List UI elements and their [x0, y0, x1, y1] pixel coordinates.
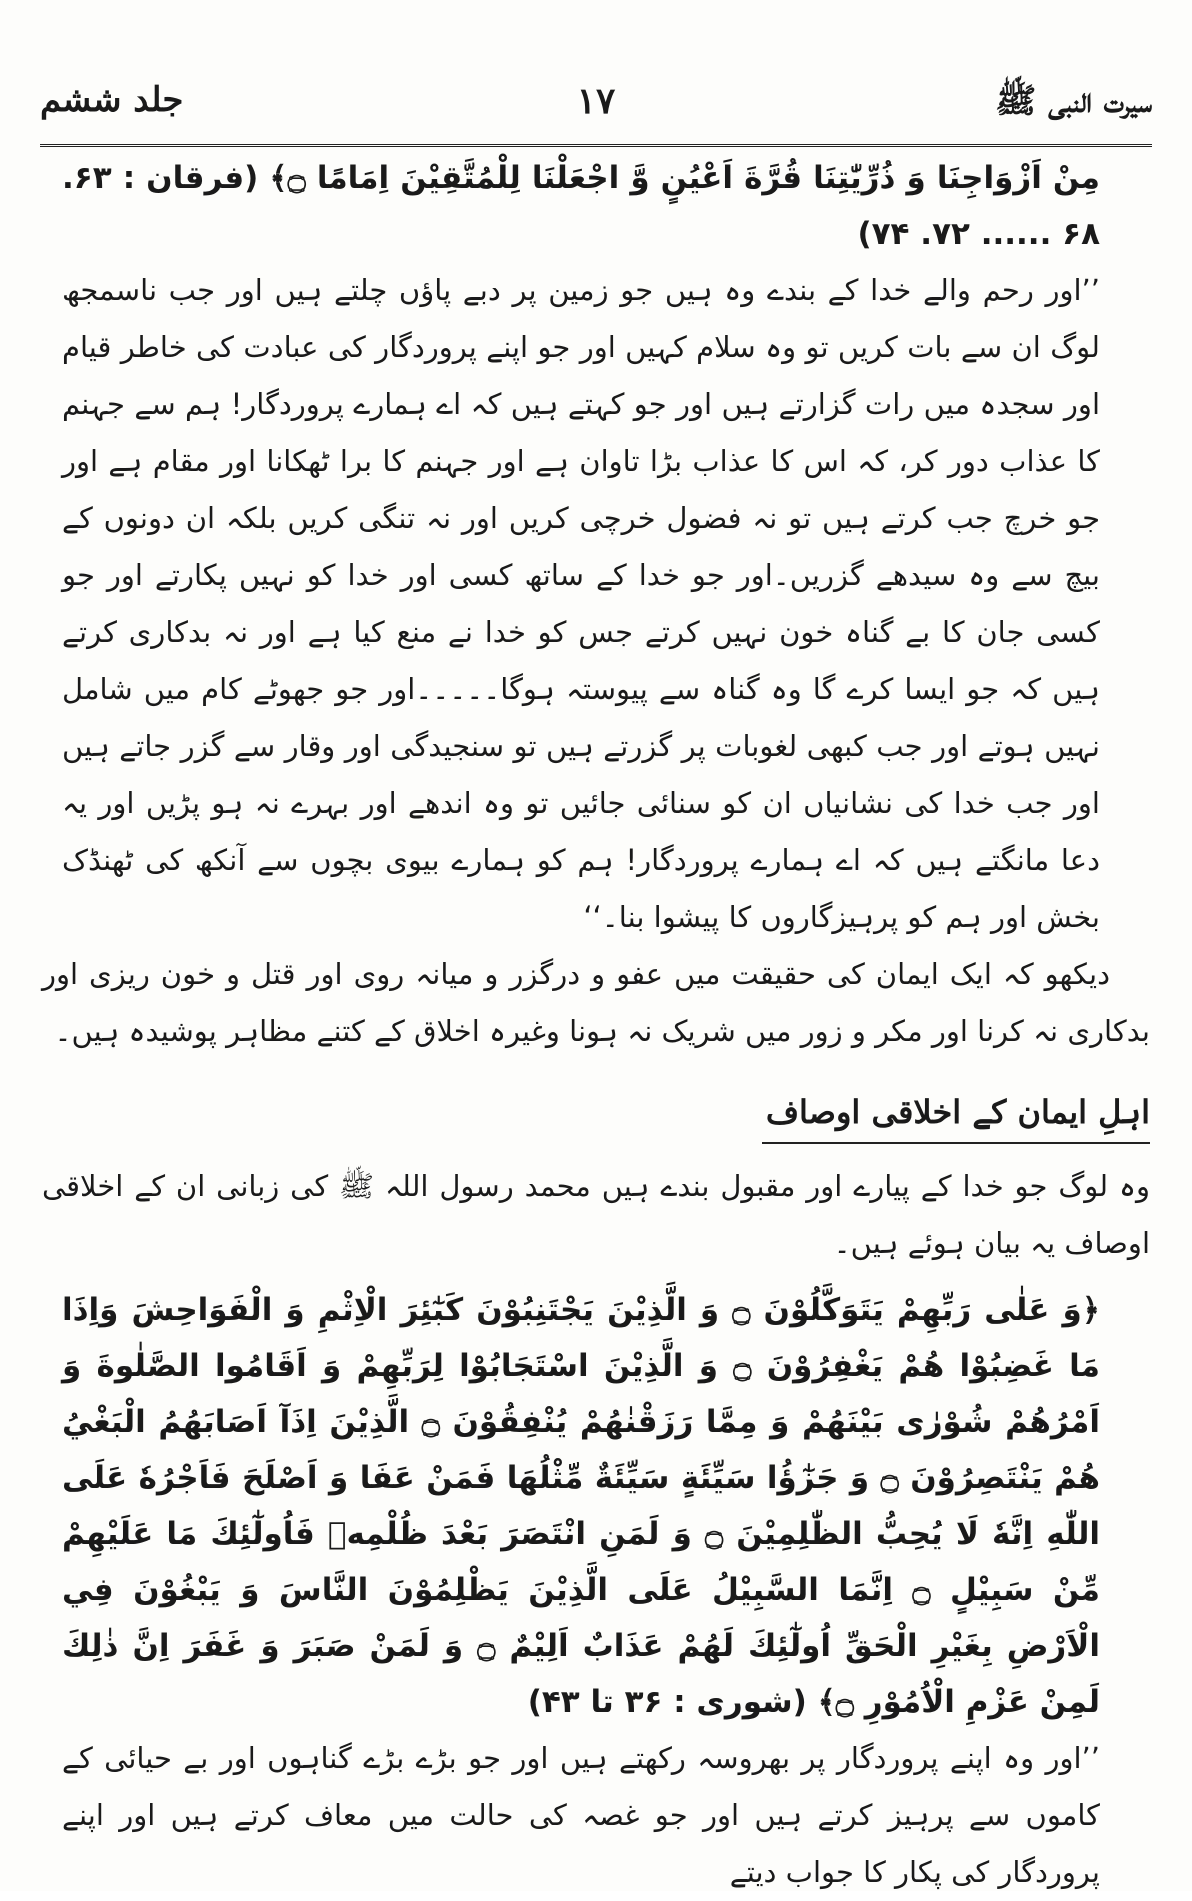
page-body — [42, 150, 1150, 1901]
intro-paragraph: وہ لوگ جو خدا کے پیارے اور مقبول بندے ہیں محمد رسول اللہ ﷺ کی زبانی ان کے اخلاقی اوصاف یہ بیان ہوئے ہیں۔ — [42, 1169, 1150, 1260]
verse-reference: (شوری : ۳۶ تا ۴۳) — [527, 1684, 807, 1720]
quran-verse-shura — [42, 1282, 1150, 1730]
page-header — [40, 74, 1152, 147]
translation-furqan: ’’اور رحم والے خدا کے بندے وہ ہیں جو زمین پر دبے پاؤں چلتے ہیں اور جب ناسمجھ لوگ ان سے بات کریں تو وہ سلام کہیں اور جو اپنے پروردگار کی عبادت کی خاطر قیام اور سجدہ میں رات گزارتے ہیں اور جو کہتے ہیں کہ اے ہمارے پروردگار! ہم سے جہنم کا عذاب دور کر، کہ اس کا عذاب بڑا تاوان ہے اور جہنم کا برا ٹھکانا اور مقام ہے اور جو خرچ جب کرتے ہیں تو نہ فضول خرچی کریں اور نہ تنگی کریں بلکہ ان دونوں کے بیچ سے وہ سیدھے گزریں۔اور جو خدا کے ساتھ کسی اور خدا کو نہیں پکارتے اور جو کسی جان کا بے گناہ خون نہیں کرتے جس کو خدا نے منع کیا ہے اور نہ بدکاری کرتے ہیں کہ جو ایسا کرے گا وہ گناہ سے پیوستہ ہوگا۔۔۔۔۔اور جو جھوٹے کام میں شامل نہیں ہوتے اور جب کبھی لغوبات پر گزرتے ہیں تو سنجیدگی اور وقار سے گزر جاتے ہیں اور جب خدا کی نشانیاں ان کو سنائی جائیں تو وہ اندھے اور بہرے نہ ہو پڑیں اور یہ دعا مانگتے ہیں کہ اے ہمارے پروردگار! ہم کو ہمارے بیوی بچوں سے آنکھ کی ٹھنڈک بخش اور ہم کو پرہیزگاروں کا پیشوا بنا۔‘‘ — [62, 273, 1100, 934]
quran-verse-furqan — [42, 150, 1150, 262]
volume-label: جلد ششم — [40, 80, 184, 120]
page-number: ۱۷ — [576, 80, 616, 122]
verse-reference: (فرقان : ۶۳. ۶۸ ...... ۷۲. ۷۴) — [62, 160, 1100, 252]
section-heading-wrap — [42, 1086, 1150, 1144]
verse-text: ﴿وَ عَلٰى رَبِّهِمْ يَتَوَكَّلُوْنَ ۝ وَ الَّذِيْنَ يَجْتَنِبُوْنَ كَبٰٓئِرَ الْاِثْمِ وَ الْفَوَاحِشَ وَاِذَا مَا غَضِبُوْا هُمْ يَغْفِرُوْنَ ۝ وَ الَّذِيْنَ اسْتَجَابُوْا لِرَبِّهِمْ وَ اَقَامُوا الصَّلٰوةَ وَ اَمْرُهُمْ شُوْرٰى بَيْنَهُمْ وَ مِمَّا رَزَقْنٰهُمْ يُنْفِقُوْنَ ۝ الَّذِيْنَ اِذَآ اَصَابَهُمُ الْبَغْيُ هُمْ يَنْتَصِرُوْنَ ۝ وَ جَزٰٓؤُا سَيِّئَةٍ سَيِّئَةٌ مِّثْلُهَا فَمَنْ عَفَا وَ اَصْلَحَ فَاَجْرُهٗ عَلَى اللّٰهِ اِنَّهٗ لَا يُحِبُّ الظّٰلِمِيْنَ ۝ وَ لَمَنِ انْتَصَرَ بَعْدَ ظُلْمِهٖ فَاُولٰٓئِكَ مَا عَلَيْهِمْ مِّنْ سَبِيْلٍ ۝ اِنَّمَا السَّبِيْلُ عَلَى الَّذِيْنَ يَظْلِمُوْنَ النَّاسَ وَ يَبْغُوْنَ فِي الْاَرْضِ بِغَيْرِ الْحَقِّ اُولٰٓئِكَ لَهُمْ عَذَابٌ اَلِيْمٌ ۝ وَ لَمَنْ صَبَرَ وَ غَفَرَ اِنَّ ذٰلِكَ لَمِنْ عَزْمِ الْاُمُوْرِ ۝﴾ — [62, 1292, 1100, 1720]
translation-shura: ’’اور وہ اپنے پروردگار پر بھروسہ رکھتے ہیں اور جو بڑے بڑے گناہوں اور بے حیائی کے کاموں سے پرہیز کرتے ہیں اور جو غصہ کی حالت میں معاف کرتے ہیں اور اپنے پروردگار کی پکار کا جواب دیتے — [62, 1741, 1100, 1889]
section-heading: اہلِ ایمان کے اخلاقی اوصاف — [762, 1086, 1150, 1144]
book-title: سیرت النبی ﷺ — [995, 81, 1152, 121]
verse-text: مِنْ اَزْوَاجِنَا وَ ذُرِّيّٰتِنَا قُرَّةَ اَعْيُنٍ وَّ اجْعَلْنَا لِلْمُتَّقِيْنَ اِمَامًا ۝﴾ — [269, 160, 1100, 196]
commentary-paragraph: دیکھو کہ ایک ایمان کی حقیقت میں عفو و درگزر و میانہ روی اور قتل و خون ریزی اور بدکاری نہ کرنا اور مکر و زور میں شریک نہ ہونا وغیرہ اخلاق کے کتنے مظاہر پوشیدہ ہیں۔ — [42, 957, 1150, 1048]
